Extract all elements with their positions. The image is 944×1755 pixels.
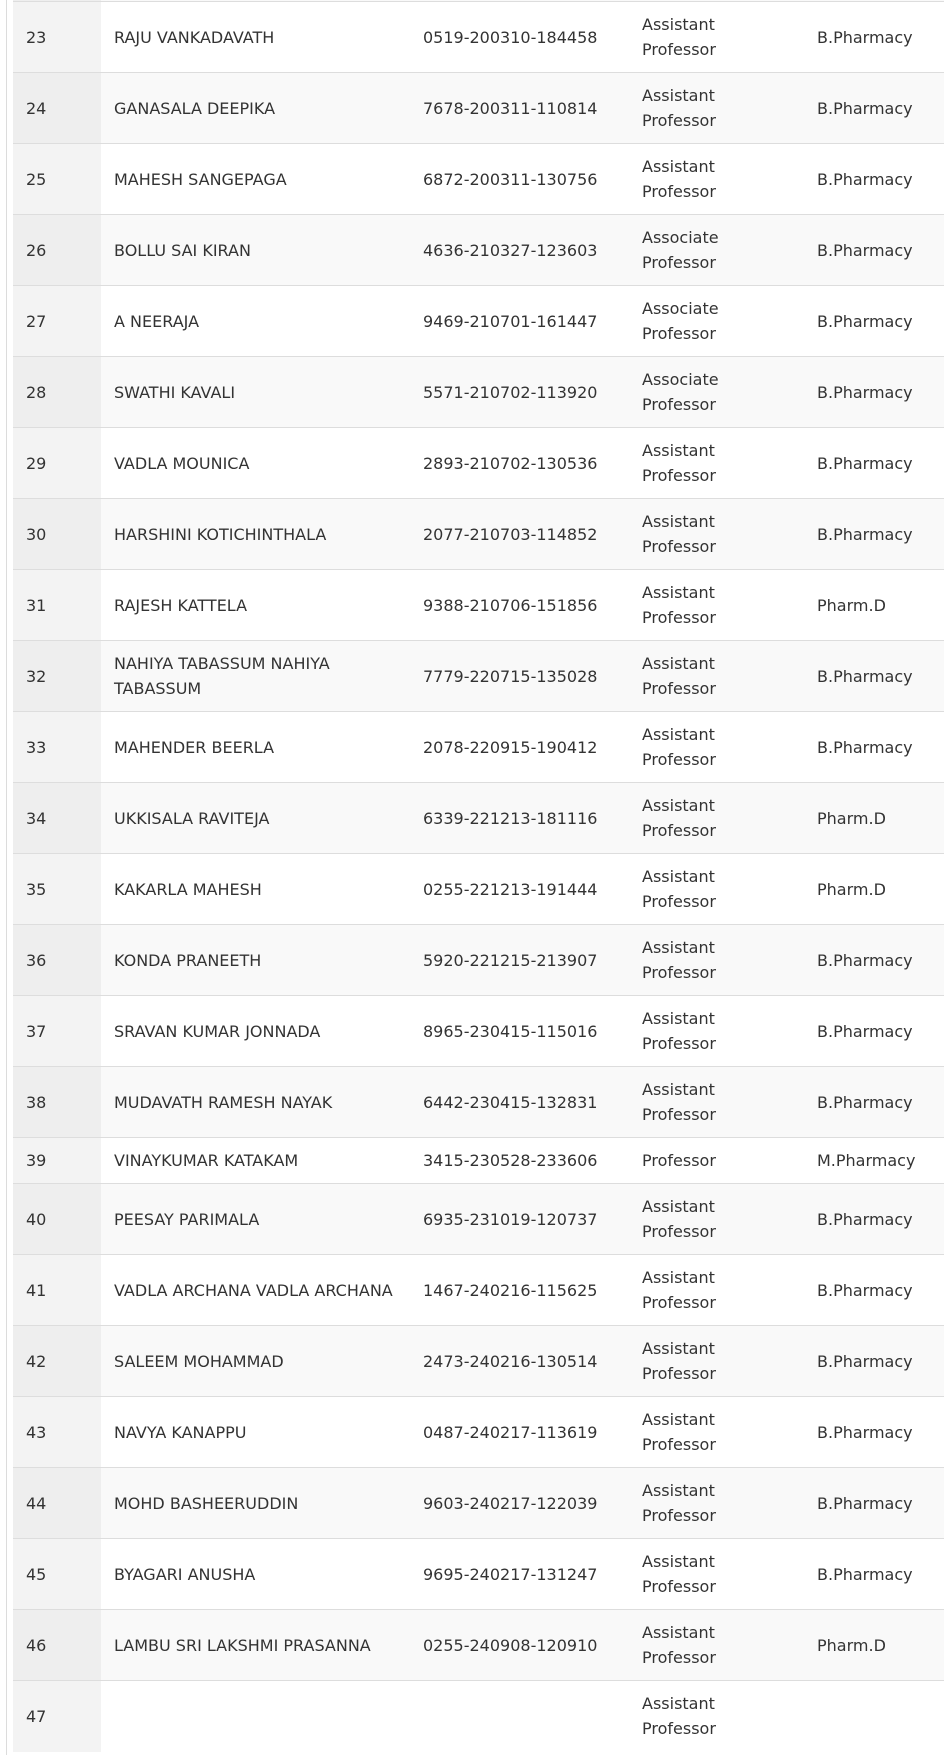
serial-number-cell: 25 xyxy=(13,144,101,215)
qualification-cell: Pharm.D xyxy=(804,854,944,925)
designation-cell xyxy=(629,1138,804,1184)
registration-id-cell: 7779-220715-135028 xyxy=(410,641,629,712)
serial-number-cell: 28 xyxy=(13,357,101,428)
serial-number-cell: 39 xyxy=(13,1138,101,1184)
faculty-table-container xyxy=(13,0,944,1752)
serial-number-cell: 33 xyxy=(13,712,101,783)
designation-cell xyxy=(629,1326,804,1397)
registration-id-cell: 9469-210701-161447 xyxy=(410,286,629,357)
serial-number-cell: 42 xyxy=(13,1326,101,1397)
table-row xyxy=(13,1138,944,1184)
left-border xyxy=(6,0,7,1755)
designation-cell xyxy=(629,996,804,1067)
designation-text: Assistant Professor xyxy=(642,654,716,698)
registration-id-cell: 2473-240216-130514 xyxy=(410,1326,629,1397)
faculty-name-cell: SRAVAN KUMAR JONNADA xyxy=(101,996,410,1067)
serial-number-cell: 26 xyxy=(13,215,101,286)
registration-id-cell: 6935-231019-120737 xyxy=(410,1184,629,1255)
table-row xyxy=(13,712,944,783)
serial-number-cell: 47 xyxy=(13,1681,101,1752)
qualification-cell: Pharm.D xyxy=(804,1610,944,1681)
faculty-name-cell: VADLA ARCHANA VADLA ARCHANA xyxy=(101,1255,410,1326)
faculty-name-cell: RAJESH KATTELA xyxy=(101,570,410,641)
registration-id-cell: 1467-240216-115625 xyxy=(410,1255,629,1326)
designation-text: Associate Professor xyxy=(642,299,719,343)
serial-number-cell: 31 xyxy=(13,570,101,641)
registration-id-cell: 2078-220915-190412 xyxy=(410,712,629,783)
serial-number-cell: 41 xyxy=(13,1255,101,1326)
designation-text: Associate Professor xyxy=(642,370,719,414)
designation-cell xyxy=(629,286,804,357)
registration-id-cell: 0255-221213-191444 xyxy=(410,854,629,925)
designation-cell xyxy=(629,783,804,854)
registration-id-cell: 5920-221215-213907 xyxy=(410,925,629,996)
faculty-name-cell: MAHENDER BEERLA xyxy=(101,712,410,783)
table-row xyxy=(13,215,944,286)
designation-text: Assistant Professor xyxy=(642,15,716,59)
registration-id-cell: 6339-221213-181116 xyxy=(410,783,629,854)
designation-cell xyxy=(629,1067,804,1138)
serial-number-cell: 44 xyxy=(13,1468,101,1539)
serial-number-cell: 40 xyxy=(13,1184,101,1255)
registration-id-cell: 0519-200310-184458 xyxy=(410,2,629,73)
table-row xyxy=(13,73,944,144)
designation-text: Assistant Professor xyxy=(642,938,716,982)
serial-number-cell: 38 xyxy=(13,1067,101,1138)
registration-id-cell: 0487-240217-113619 xyxy=(410,1397,629,1468)
designation-cell xyxy=(629,1184,804,1255)
table-row xyxy=(13,144,944,215)
designation-cell xyxy=(629,641,804,712)
serial-number-cell: 34 xyxy=(13,783,101,854)
designation-cell xyxy=(629,1397,804,1468)
registration-id-cell: 6872-200311-130756 xyxy=(410,144,629,215)
designation-text: Assistant Professor xyxy=(642,1481,716,1525)
table-row xyxy=(13,783,944,854)
qualification-cell: B.Pharmacy xyxy=(804,1067,944,1138)
table-row xyxy=(13,286,944,357)
designation-cell xyxy=(629,712,804,783)
qualification-cell: B.Pharmacy xyxy=(804,1326,944,1397)
qualification-cell: Pharm.D xyxy=(804,783,944,854)
designation-text: Assistant Professor xyxy=(642,867,716,911)
serial-number-cell: 37 xyxy=(13,996,101,1067)
designation-cell xyxy=(629,1539,804,1610)
qualification-cell: B.Pharmacy xyxy=(804,428,944,499)
designation-text: Assistant Professor xyxy=(642,1410,716,1454)
qualification-cell: B.Pharmacy xyxy=(804,357,944,428)
serial-number-cell: 27 xyxy=(13,286,101,357)
qualification-cell: B.Pharmacy xyxy=(804,1255,944,1326)
qualification-cell: M.Pharmacy xyxy=(804,1138,944,1184)
designation-cell xyxy=(629,73,804,144)
designation-text: Assistant Professor xyxy=(642,157,716,201)
table-row xyxy=(13,1468,944,1539)
table-row xyxy=(13,1610,944,1681)
designation-cell xyxy=(629,357,804,428)
serial-number-cell: 36 xyxy=(13,925,101,996)
faculty-name-cell: PEESAY PARIMALA xyxy=(101,1184,410,1255)
designation-cell xyxy=(629,215,804,286)
designation-cell xyxy=(629,1255,804,1326)
qualification-cell: B.Pharmacy xyxy=(804,286,944,357)
serial-number-cell: 46 xyxy=(13,1610,101,1681)
qualification-cell: B.Pharmacy xyxy=(804,1184,944,1255)
registration-id-cell: 2893-210702-130536 xyxy=(410,428,629,499)
table-row xyxy=(13,925,944,996)
faculty-name-cell: LAMBU SRI LAKSHMI PRASANNA xyxy=(101,1610,410,1681)
designation-text: Assistant Professor xyxy=(642,1268,716,1312)
registration-id-cell xyxy=(410,1681,629,1752)
qualification-cell: B.Pharmacy xyxy=(804,73,944,144)
designation-cell xyxy=(629,428,804,499)
faculty-table-body xyxy=(13,0,944,1752)
table-row xyxy=(13,1326,944,1397)
serial-number-cell: 30 xyxy=(13,499,101,570)
table-row xyxy=(13,1067,944,1138)
designation-text: Assistant Professor xyxy=(642,86,716,130)
faculty-name-cell: MAHESH SANGEPAGA xyxy=(101,144,410,215)
designation-cell xyxy=(629,1681,804,1752)
designation-text: Assistant Professor xyxy=(642,512,716,556)
faculty-name-cell: NAVYA KANAPPU xyxy=(101,1397,410,1468)
faculty-name-cell: RAJU VANKADAVATH xyxy=(101,2,410,73)
designation-text: Assistant Professor xyxy=(642,441,716,485)
designation-text: Assistant Professor xyxy=(642,1009,716,1053)
designation-cell xyxy=(629,499,804,570)
qualification-cell: B.Pharmacy xyxy=(804,144,944,215)
table-row xyxy=(13,357,944,428)
registration-id-cell: 4636-210327-123603 xyxy=(410,215,629,286)
registration-id-cell: 5571-210702-113920 xyxy=(410,357,629,428)
designation-text: Assistant Professor xyxy=(642,1623,716,1667)
table-row xyxy=(13,1539,944,1610)
designation-cell xyxy=(629,1610,804,1681)
faculty-name-cell: BOLLU SAI KIRAN xyxy=(101,215,410,286)
designation-text: Assistant Professor xyxy=(642,1694,716,1739)
designation-text: Assistant Professor xyxy=(642,1552,716,1596)
designation-text: Assistant Professor xyxy=(642,1080,716,1124)
registration-id-cell: 7678-200311-110814 xyxy=(410,73,629,144)
qualification-cell: B.Pharmacy xyxy=(804,925,944,996)
faculty-name-cell xyxy=(101,1681,410,1752)
designation-cell xyxy=(629,570,804,641)
registration-id-cell: 0255-240908-120910 xyxy=(410,1610,629,1681)
faculty-name-cell: SALEEM MOHAMMAD xyxy=(101,1326,410,1397)
designation-text: Professor xyxy=(642,1151,716,1170)
faculty-name-cell: MOHD BASHEERUDDIN xyxy=(101,1468,410,1539)
designation-cell xyxy=(629,144,804,215)
serial-number-cell: 23 xyxy=(13,2,101,73)
table-row xyxy=(13,854,944,925)
registration-id-cell: 6442-230415-132831 xyxy=(410,1067,629,1138)
qualification-cell: B.Pharmacy xyxy=(804,215,944,286)
registration-id-cell: 8965-230415-115016 xyxy=(410,996,629,1067)
qualification-cell: B.Pharmacy xyxy=(804,1539,944,1610)
faculty-name-cell: KONDA PRANEETH xyxy=(101,925,410,996)
qualification-cell xyxy=(804,1681,944,1752)
table-row xyxy=(13,2,944,73)
faculty-name-cell: GANASALA DEEPIKA xyxy=(101,73,410,144)
designation-text: Assistant Professor xyxy=(642,725,716,769)
serial-number-cell: 45 xyxy=(13,1539,101,1610)
table-row xyxy=(13,428,944,499)
table-row xyxy=(13,1184,944,1255)
serial-number-cell: 32 xyxy=(13,641,101,712)
table-row xyxy=(13,499,944,570)
qualification-cell: B.Pharmacy xyxy=(804,712,944,783)
qualification-cell: B.Pharmacy xyxy=(804,1468,944,1539)
qualification-cell: B.Pharmacy xyxy=(804,1397,944,1468)
faculty-name-cell: HARSHINI KOTICHINTHALA xyxy=(101,499,410,570)
designation-text: Assistant Professor xyxy=(642,796,716,840)
faculty-name-cell: VADLA MOUNICA xyxy=(101,428,410,499)
designation-cell xyxy=(629,854,804,925)
designation-text: Assistant Professor xyxy=(642,583,716,627)
qualification-cell: B.Pharmacy xyxy=(804,2,944,73)
registration-id-cell: 9695-240217-131247 xyxy=(410,1539,629,1610)
designation-text: Assistant Professor xyxy=(642,1197,716,1241)
designation-text: Associate Professor xyxy=(642,228,719,272)
table-row xyxy=(13,1255,944,1326)
serial-number-cell: 24 xyxy=(13,73,101,144)
qualification-cell: Pharm.D xyxy=(804,570,944,641)
table-row xyxy=(13,1397,944,1468)
table-row xyxy=(13,1681,944,1752)
qualification-cell: B.Pharmacy xyxy=(804,499,944,570)
designation-text: Assistant Professor xyxy=(642,1339,716,1383)
faculty-name-cell: BYAGARI ANUSHA xyxy=(101,1539,410,1610)
qualification-cell: B.Pharmacy xyxy=(804,996,944,1067)
faculty-name-cell: UKKISALA RAVITEJA xyxy=(101,783,410,854)
registration-id-cell: 9603-240217-122039 xyxy=(410,1468,629,1539)
serial-number-cell: 43 xyxy=(13,1397,101,1468)
faculty-table xyxy=(13,0,944,1752)
designation-cell xyxy=(629,925,804,996)
registration-id-cell: 2077-210703-114852 xyxy=(410,499,629,570)
faculty-name-cell: MUDAVATH RAMESH NAYAK xyxy=(101,1067,410,1138)
serial-number-cell: 29 xyxy=(13,428,101,499)
table-row xyxy=(13,570,944,641)
faculty-name-cell: A NEERAJA xyxy=(101,286,410,357)
registration-id-cell: 9388-210706-151856 xyxy=(410,570,629,641)
serial-number-cell: 35 xyxy=(13,854,101,925)
faculty-name-cell: VINAYKUMAR KATAKAM xyxy=(101,1138,410,1184)
registration-id-cell: 3415-230528-233606 xyxy=(410,1138,629,1184)
faculty-name-cell: KAKARLA MAHESH xyxy=(101,854,410,925)
table-row xyxy=(13,641,944,712)
designation-cell xyxy=(629,1468,804,1539)
faculty-name-cell: SWATHI KAVALI xyxy=(101,357,410,428)
qualification-cell: B.Pharmacy xyxy=(804,641,944,712)
faculty-name-cell: NAHIYA TABASSUM NAHIYA TABASSUM xyxy=(101,641,410,712)
table-row xyxy=(13,996,944,1067)
designation-cell xyxy=(629,2,804,73)
